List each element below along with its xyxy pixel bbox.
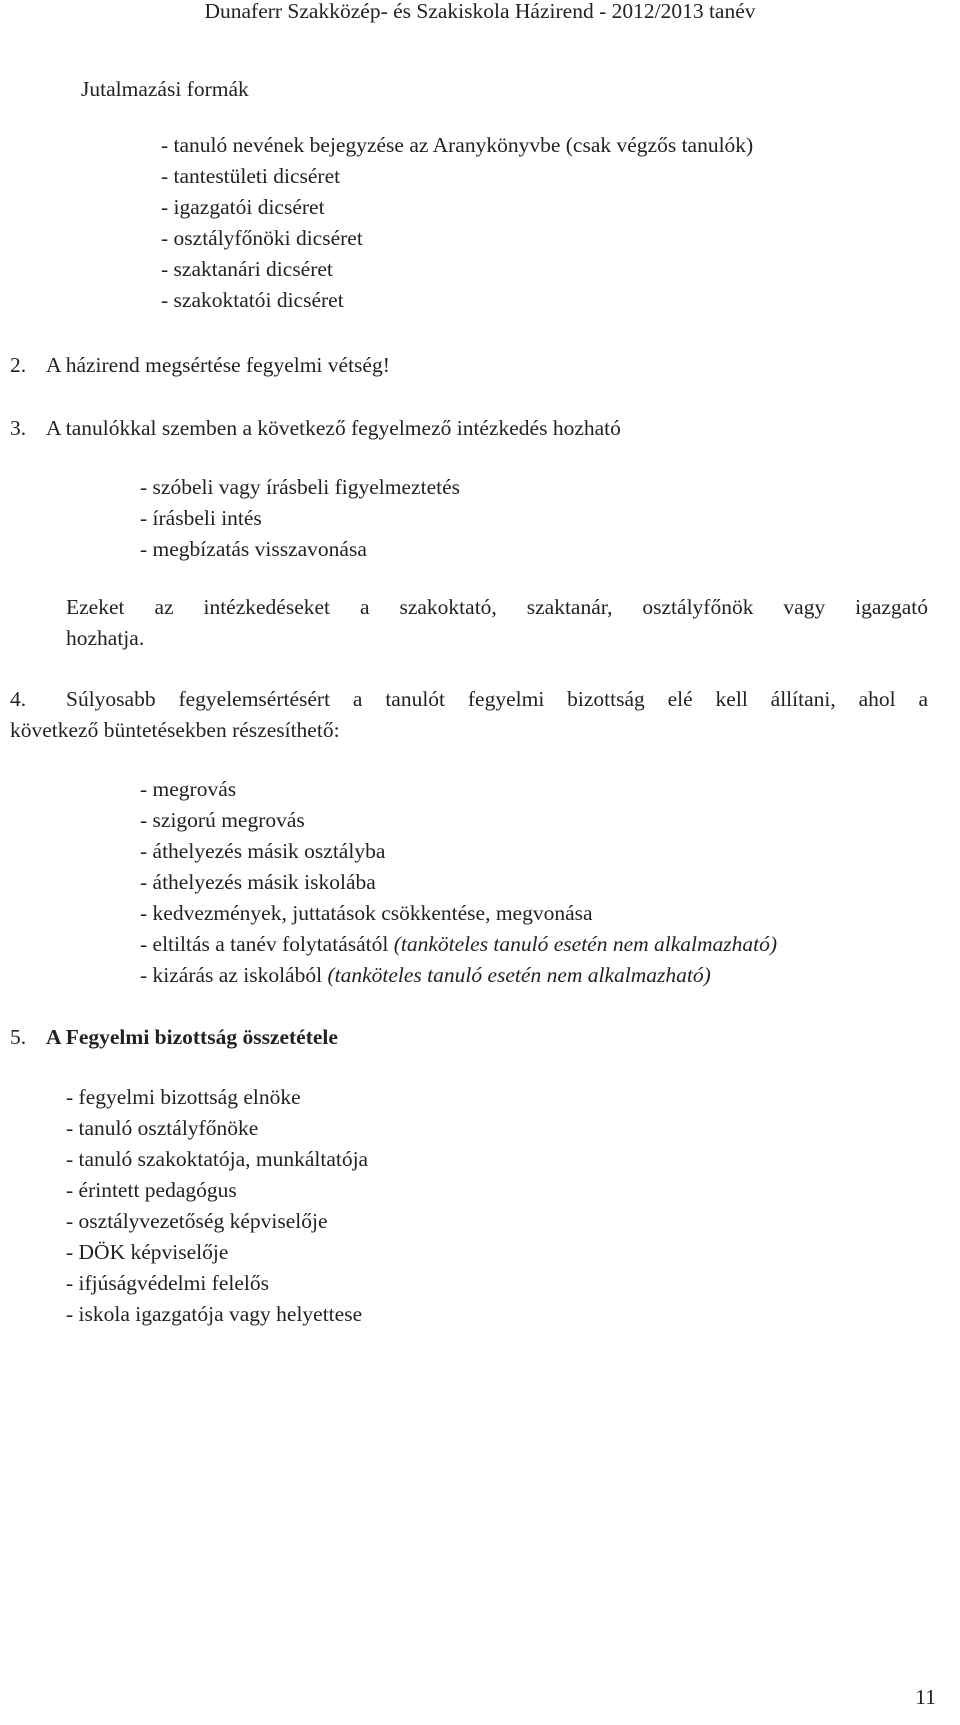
note-line: hozhatja.	[66, 626, 145, 650]
rewards-list	[161, 130, 753, 316]
list-item: - áthelyezés másik iskolába	[140, 870, 376, 894]
list-item: - szaktanári dicséret	[161, 257, 333, 281]
list-item	[140, 929, 777, 960]
list-item: - érintett pedagógus	[66, 1178, 237, 1202]
point-text-line: következő büntetésekben részesíthető:	[10, 718, 340, 742]
point-4-number: 4.	[10, 687, 27, 711]
point-4-text	[66, 684, 928, 715]
point-5	[10, 1022, 338, 1053]
point-text: A házirend megsértése fegyelmi vétség!	[46, 353, 390, 377]
point-number: 2.	[10, 353, 27, 377]
committee-members-list	[66, 1082, 368, 1330]
list-item: - szakoktatói dicséret	[161, 288, 344, 312]
point-3	[10, 413, 621, 444]
list-item: - tanuló szakoktatója, munkáltatója	[66, 1147, 369, 1171]
committee-title: A Fegyelmi bizottság összetétele	[46, 1025, 338, 1049]
list-item: - tanuló osztályfőnöke	[66, 1116, 259, 1140]
point-2	[10, 350, 390, 381]
point-3-note	[66, 592, 928, 654]
list-item: - szóbeli vagy írásbeli figyelmeztetés	[140, 475, 460, 499]
point-number: 5.	[10, 1025, 27, 1049]
disciplinary-measures-list	[140, 472, 460, 565]
point-number: 3.	[10, 416, 27, 440]
list-item: - kedvezmények, juttatások csökkentése, megvonása	[140, 901, 593, 925]
list-item: - ifjúságvédelmi felelős	[66, 1271, 269, 1295]
list-item: - szigorú megrovás	[140, 808, 305, 832]
list-item: - írásbeli intés	[140, 506, 262, 530]
list-item: - áthelyezés másik osztályba	[140, 839, 386, 863]
point-text: A tanulókkal szemben a következő fegyelmező intézkedés hozható	[46, 416, 621, 440]
list-item: - fegyelmi bizottság elnöke	[66, 1085, 301, 1109]
list-item: - tanuló nevének bejegyzése az Aranykönyvbe (csak végzős tanulók)	[161, 133, 754, 157]
penalties-list	[140, 774, 777, 991]
item-note: (tanköteles tanuló esetén nem alkalmazható)	[393, 932, 778, 956]
item-text: - eltiltás a tanév folytatásától	[140, 932, 394, 956]
item-text: - kizárás az iskolából	[140, 963, 328, 987]
rewards-title: Jutalmazási formák	[81, 77, 249, 101]
list-item: - osztályvezetőség képviselője	[66, 1209, 328, 1233]
point-text-line: Súlyosabb fegyelemsértésért a tanulót fegyelmi bizottság elé kell állítani, ahol a	[66, 687, 928, 711]
list-item: - tantestületi dicséret	[161, 164, 341, 188]
item-note: (tanköteles tanuló esetén nem alkalmazható)	[327, 963, 711, 987]
list-item: - igazgatói dicséret	[161, 195, 325, 219]
point-4-text-cont	[10, 715, 928, 746]
note-line: Ezeket az intézkedéseket a szakoktató, szaktanár, osztályfőnök vagy igazgató	[66, 595, 928, 619]
page-header: Dunaferr Szakközép- és Szakiskola Házirend - 2012/2013 tanév	[204, 0, 756, 23]
page-number: 11	[915, 1685, 936, 1709]
list-item: - osztályfőnöki dicséret	[161, 226, 363, 250]
list-item: - megrovás	[140, 777, 237, 801]
list-item: - iskola igazgatója vagy helyettese	[66, 1302, 363, 1326]
list-item: - DÖK képviselője	[66, 1240, 229, 1264]
list-item: - megbízatás visszavonása	[140, 537, 367, 561]
list-item	[140, 960, 777, 991]
